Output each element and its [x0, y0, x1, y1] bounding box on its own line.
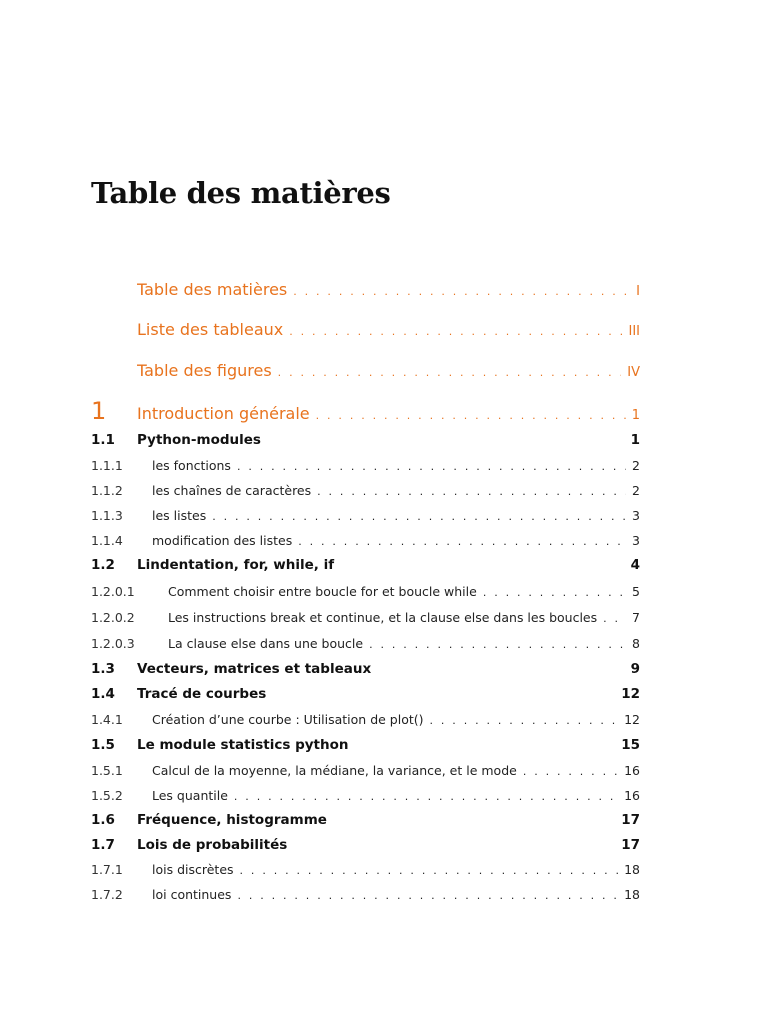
toc-entry-number: 1.5.1 [91, 763, 123, 778]
toc-entry-label: Lindentation, for, while, if [137, 557, 335, 573]
chapter-page: 1 [631, 408, 640, 423]
toc-subsection[interactable] [91, 508, 640, 528]
toc-front-table-des-figures[interactable] [137, 361, 640, 385]
toc-entry-page: 18 [624, 862, 640, 877]
toc-entry-page: 2 [632, 483, 640, 498]
toc-chapter-1[interactable] [91, 397, 640, 427]
toc-entry-label: modification des listes [152, 533, 293, 548]
toc-entry-number: 1.1.1 [91, 458, 123, 473]
toc-entry-page: 17 [621, 812, 640, 828]
dot-leader [483, 586, 626, 599]
dot-leader [289, 325, 622, 338]
dot-leader [298, 535, 626, 548]
toc-entry-label: Création d’une courbe : Utilisation de plot() [152, 712, 424, 727]
toc-entry-label: Calcul de la moyenne, la médiane, la variance, et le mode [152, 763, 517, 778]
toc-entry-page: 4 [630, 557, 640, 573]
toc-entry-label: loi continues [152, 887, 232, 902]
dot-leader [293, 285, 630, 298]
toc-entry-page: 7 [632, 610, 640, 625]
toc-entry-page: 8 [632, 636, 640, 651]
toc-subsection[interactable] [91, 533, 640, 553]
dot-leader [237, 889, 618, 902]
toc-entry-number: 1.7.2 [91, 887, 123, 902]
toc-section[interactable] [91, 812, 640, 832]
toc-entry-number: 1.5 [91, 737, 115, 753]
toc-entry-page: 3 [632, 533, 640, 548]
dot-leader [237, 460, 626, 473]
dot-leader [212, 510, 626, 523]
toc-entry-number: 1.2.0.3 [91, 636, 135, 651]
toc-entry-label: Les quantile [152, 788, 228, 803]
toc-subsection[interactable] [91, 483, 640, 503]
toc-subsection[interactable] [91, 584, 640, 604]
toc-entry-page: 2 [632, 458, 640, 473]
toc-subsection[interactable] [91, 887, 640, 907]
toc-subsection[interactable] [91, 862, 640, 882]
toc-subsection[interactable] [91, 610, 640, 630]
toc-entry-number: 1.2.0.2 [91, 610, 135, 625]
toc-entry-page: 15 [621, 737, 640, 753]
dot-leader [603, 612, 626, 625]
toc-entry-number: 1.2 [91, 557, 115, 573]
toc-entry-number: 1.4.1 [91, 712, 123, 727]
toc-entry-label: Le module statistics python [137, 737, 349, 753]
toc-entry-number: 1.3 [91, 661, 115, 677]
toc-entry-label: Comment choisir entre boucle for et boucle while [168, 584, 477, 599]
toc-entry-number: 1.5.2 [91, 788, 123, 803]
toc-section[interactable] [91, 737, 640, 757]
toc-entry-page: I [636, 284, 640, 299]
toc-entry-number: 1.1.3 [91, 508, 123, 523]
toc-entry-number: 1.6 [91, 812, 115, 828]
toc-entry-label: Fréquence, histogramme [137, 812, 327, 828]
toc-section[interactable] [91, 432, 640, 452]
toc-entry-page: III [628, 324, 640, 339]
toc-entry-page: 16 [624, 788, 640, 803]
toc-subsection[interactable] [91, 788, 640, 808]
toc-entry-label: les listes [152, 508, 207, 523]
toc-entry-page: 12 [624, 712, 640, 727]
toc-entry-label: Vecteurs, matrices et tableaux [137, 661, 372, 677]
toc-entry-page: 12 [621, 686, 640, 702]
toc-entry-number: 1.7.1 [91, 862, 123, 877]
toc-entry-number: 1.7 [91, 837, 115, 853]
toc-entry-label: Table des matières [137, 280, 288, 299]
dot-leader [234, 790, 618, 803]
toc-subsection[interactable] [91, 712, 640, 732]
toc-entry-label: Liste des tableaux [137, 320, 284, 339]
toc-entry-page: 3 [632, 508, 640, 523]
dot-leader [317, 485, 626, 498]
toc-entry-label: La clause else dans une boucle [168, 636, 364, 651]
page-title: Table des matières [91, 176, 391, 210]
toc-entry-number: 1.1 [91, 432, 115, 448]
toc-subsection[interactable] [91, 763, 640, 783]
toc-entry-label: lois discrètes [152, 862, 234, 877]
toc-entry-label: les chaînes de caractères [152, 483, 312, 498]
toc-entry-number: 1.1.4 [91, 533, 123, 548]
chapter-number: 1 [91, 397, 107, 425]
toc-subsection[interactable] [91, 458, 640, 478]
toc-section[interactable] [91, 661, 640, 681]
toc-section[interactable] [91, 837, 640, 857]
toc-entry-label: Les instructions break et continue, et la clause else dans les boucles [168, 610, 598, 625]
dot-leader [240, 864, 619, 877]
chapter-title: Introduction générale [137, 404, 310, 423]
toc-entry-number: 1.4 [91, 686, 115, 702]
toc-entry-page: IV [627, 365, 640, 380]
toc-section[interactable] [91, 557, 640, 577]
toc-entry-page: 18 [624, 887, 640, 902]
toc-entry-page: 16 [624, 763, 640, 778]
toc-subsection[interactable] [91, 636, 640, 656]
toc-entry-page: 17 [621, 837, 640, 853]
toc-entry-label: Lois de probabilités [137, 837, 288, 853]
dot-leader [430, 714, 619, 727]
toc-entry-label: Table des figures [137, 361, 272, 380]
toc-entry-number: 1.1.2 [91, 483, 123, 498]
toc-entry-page: 1 [630, 432, 640, 448]
toc-entry-label: Python-modules [137, 432, 261, 448]
dot-leader [278, 366, 622, 379]
toc-front-liste-des-tableaux[interactable] [137, 320, 640, 344]
dot-leader [316, 409, 626, 422]
toc-entry-page: 5 [632, 584, 640, 599]
toc-section[interactable] [91, 686, 640, 706]
toc-entry-page: 9 [630, 661, 640, 677]
toc-entry-label: Tracé de courbes [137, 686, 267, 702]
dot-leader [369, 638, 626, 651]
toc-front-table-des-matieres[interactable] [137, 280, 640, 304]
toc-entry-number: 1.2.0.1 [91, 584, 135, 599]
dot-leader [523, 765, 618, 778]
toc-entry-label: les fonctions [152, 458, 231, 473]
